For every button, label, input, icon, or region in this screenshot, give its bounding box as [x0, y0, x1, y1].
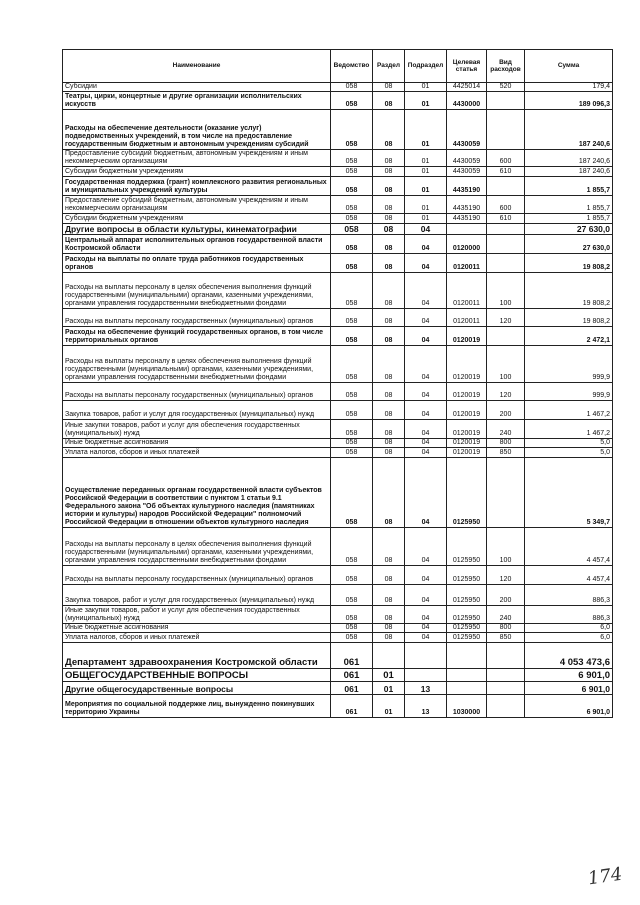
table-row: [63, 92, 613, 110]
cell-sum: 4 457,4: [525, 566, 613, 585]
cell-name: Театры, цирки, концертные и другие организации исполнительских искусств: [63, 92, 331, 110]
cell-target: 0125950: [447, 528, 487, 566]
table-row: [63, 167, 613, 177]
cell-sum: 886,3: [525, 585, 613, 606]
cell-dept: 058: [331, 528, 373, 566]
table-row: [63, 214, 613, 224]
cell-exptype: 120: [487, 383, 525, 401]
cell-dept: 061: [331, 695, 373, 718]
cell-target: 0125950: [447, 585, 487, 606]
cell-sum: 179,4: [525, 83, 613, 92]
table-row: [63, 83, 613, 92]
cell-dept: 058: [331, 83, 373, 92]
cell-exptype: [487, 92, 525, 110]
cell-target: 0120019: [447, 420, 487, 439]
cell-target: 0125950: [447, 624, 487, 633]
cell-target: [447, 643, 487, 669]
cell-exptype: [487, 110, 525, 150]
header-target: Целевая статья: [447, 50, 487, 83]
cell-exptype: 600: [487, 196, 525, 214]
cell-sum: 189 096,3: [525, 92, 613, 110]
cell-name: Предоставление субсидий бюджетным, автономным учреждениям и иным некоммерческим организациям: [63, 196, 331, 214]
cell-exptype: [487, 224, 525, 235]
cell-section: 01: [373, 695, 405, 718]
cell-sum: 19 808,2: [525, 309, 613, 327]
cell-sum: 19 808,2: [525, 254, 613, 273]
cell-name: Мероприятия по социальной поддержке лиц, вынужденно покинувших территорию Украины: [63, 695, 331, 718]
cell-section: [373, 643, 405, 669]
cell-dept: 058: [331, 150, 373, 167]
table-row: [63, 309, 613, 327]
cell-exptype: [487, 235, 525, 254]
table-row: [63, 346, 613, 383]
table-row: [63, 224, 613, 235]
cell-exptype: [487, 177, 525, 196]
cell-dept: 058: [331, 167, 373, 177]
cell-name: Расходы на выплаты персоналу в целях обеспечения выполнения функций государственными (муниципальными) органами, казенными учреждениями, органами управления государственными внебюджетными фондами: [63, 346, 331, 383]
cell-target: 4430059: [447, 167, 487, 177]
cell-target: 0120011: [447, 309, 487, 327]
cell-sum: 999,9: [525, 346, 613, 383]
cell-name: Расходы на обеспечение функций государственных органов, в том числе территориальных органов: [63, 327, 331, 346]
cell-target: 0125950: [447, 633, 487, 643]
cell-subsection: 01: [405, 83, 447, 92]
cell-target: 4435190: [447, 214, 487, 224]
cell-subsection: 01: [405, 92, 447, 110]
cell-exptype: 120: [487, 566, 525, 585]
cell-dept: 058: [331, 254, 373, 273]
cell-sum: 999,9: [525, 383, 613, 401]
cell-sum: 187 240,6: [525, 167, 613, 177]
cell-sum: 2 472,1: [525, 327, 613, 346]
table-header-row: [63, 50, 613, 83]
cell-name: Уплата налогов, сборов и иных платежей: [63, 633, 331, 643]
cell-subsection: 01: [405, 196, 447, 214]
cell-name: Центральный аппарат исполнительных органов государственной власти Костромской области: [63, 235, 331, 254]
cell-exptype: [487, 682, 525, 695]
cell-dept: 058: [331, 420, 373, 439]
cell-subsection: 04: [405, 585, 447, 606]
cell-section: 08: [373, 309, 405, 327]
cell-dept: 058: [331, 110, 373, 150]
cell-section: 08: [373, 346, 405, 383]
cell-section: 08: [373, 566, 405, 585]
cell-name: Субсидии бюджетным учреждениям: [63, 214, 331, 224]
cell-dept: 058: [331, 383, 373, 401]
cell-sum: 5 349,7: [525, 458, 613, 528]
cell-name: Расходы на выплаты персоналу в целях обеспечения выполнения функций государственными (муниципальными) органами, казенными учреждениями, органами управления государственными внебюджетными фондами: [63, 528, 331, 566]
cell-target: 0125950: [447, 566, 487, 585]
cell-target: 4425014: [447, 83, 487, 92]
cell-dept: 058: [331, 585, 373, 606]
cell-subsection: 04: [405, 448, 447, 458]
cell-section: 08: [373, 150, 405, 167]
cell-name: Иные закупки товаров, работ и услуг для обеспечения государственных (муниципальных) нужд: [63, 606, 331, 624]
table-row: [63, 633, 613, 643]
table-row: [63, 606, 613, 624]
table-row: [63, 566, 613, 585]
cell-dept: 058: [331, 401, 373, 420]
cell-subsection: 04: [405, 528, 447, 566]
cell-subsection: 04: [405, 235, 447, 254]
cell-subsection: 01: [405, 150, 447, 167]
cell-sum: 886,3: [525, 606, 613, 624]
cell-sum: 187 240,6: [525, 150, 613, 167]
cell-name: Государственная поддержка (грант) комплексного развития региональных и муниципальных учреждений культуры: [63, 177, 331, 196]
cell-sum: 6 901,0: [525, 669, 613, 682]
cell-dept: 058: [331, 214, 373, 224]
table-row: [63, 624, 613, 633]
cell-section: 08: [373, 401, 405, 420]
cell-section: 08: [373, 458, 405, 528]
cell-target: 0120019: [447, 439, 487, 448]
cell-name: ОБЩЕГОСУДАРСТВЕННЫЕ ВОПРОСЫ: [63, 669, 331, 682]
cell-target: [447, 682, 487, 695]
cell-section: 08: [373, 420, 405, 439]
cell-section: 08: [373, 224, 405, 235]
cell-name: Субсидии бюджетным учреждениям: [63, 167, 331, 177]
cell-target: 4435190: [447, 177, 487, 196]
table-row: [63, 401, 613, 420]
cell-name: Осуществление переданных органам государственной власти субъектов Российской Федерации в соответствии с пунктом 1 статьи 9.1 Федерального закона "Об объектах культурного наследия (памятниках истории и культуры) народов Российской Федерации" полномочий Российской Федерации в отношении объектов культурного наследия: [63, 458, 331, 528]
cell-exptype: 610: [487, 214, 525, 224]
cell-subsection: 04: [405, 566, 447, 585]
cell-section: 01: [373, 669, 405, 682]
cell-target: 0120000: [447, 235, 487, 254]
cell-sum: 6,0: [525, 633, 613, 643]
cell-sum: 5,0: [525, 439, 613, 448]
cell-dept: 058: [331, 458, 373, 528]
cell-subsection: 04: [405, 273, 447, 309]
cell-name: Субсидии: [63, 83, 331, 92]
cell-exptype: [487, 643, 525, 669]
cell-sum: 1 855,7: [525, 196, 613, 214]
cell-subsection: [405, 669, 447, 682]
cell-section: 08: [373, 327, 405, 346]
table-row: [63, 420, 613, 439]
cell-section: 08: [373, 235, 405, 254]
cell-subsection: 04: [405, 439, 447, 448]
cell-name: Иные бюджетные ассигнования: [63, 624, 331, 633]
cell-target: 4430000: [447, 92, 487, 110]
cell-exptype: 520: [487, 83, 525, 92]
cell-exptype: 100: [487, 528, 525, 566]
cell-section: 08: [373, 383, 405, 401]
cell-target: 0120019: [447, 383, 487, 401]
cell-sum: 6 901,0: [525, 695, 613, 718]
cell-dept: 058: [331, 448, 373, 458]
header-name: Наименование: [63, 50, 331, 83]
cell-name: Расходы на выплаты персоналу государственных (муниципальных) органов: [63, 383, 331, 401]
cell-target: 4430059: [447, 150, 487, 167]
cell-section: 08: [373, 633, 405, 643]
cell-sum: 1 855,7: [525, 177, 613, 196]
cell-sum: 4 457,4: [525, 528, 613, 566]
cell-exptype: [487, 669, 525, 682]
cell-sum: 27 630,0: [525, 224, 613, 235]
table-row: [63, 643, 613, 669]
table-row: [63, 254, 613, 273]
cell-subsection: 04: [405, 606, 447, 624]
cell-target: 0120011: [447, 273, 487, 309]
cell-exptype: 800: [487, 439, 525, 448]
table-row: [63, 585, 613, 606]
cell-sum: 1 467,2: [525, 401, 613, 420]
table-row: [63, 528, 613, 566]
cell-target: 0120019: [447, 448, 487, 458]
cell-subsection: 04: [405, 224, 447, 235]
table-row: [63, 458, 613, 528]
cell-name: Расходы на выплаты персоналу государственных (муниципальных) органов: [63, 566, 331, 585]
table-row: [63, 695, 613, 718]
table-row: [63, 448, 613, 458]
cell-name: Закупка товаров, работ и услуг для государственных (муниципальных) нужд: [63, 401, 331, 420]
cell-subsection: 04: [405, 624, 447, 633]
cell-exptype: [487, 327, 525, 346]
table-row: [63, 150, 613, 167]
cell-subsection: 04: [405, 346, 447, 383]
cell-subsection: 04: [405, 633, 447, 643]
cell-target: 0125950: [447, 458, 487, 528]
cell-subsection: 04: [405, 420, 447, 439]
cell-section: 08: [373, 448, 405, 458]
cell-exptype: 120: [487, 309, 525, 327]
cell-name: Департамент здравоохранения Костромской области: [63, 643, 331, 669]
cell-sum: 1 467,2: [525, 420, 613, 439]
cell-exptype: 100: [487, 346, 525, 383]
cell-exptype: [487, 458, 525, 528]
cell-dept: 058: [331, 235, 373, 254]
table-row: [63, 439, 613, 448]
header-dept: Ведомство: [331, 50, 373, 83]
header-subsection: Подраздел: [405, 50, 447, 83]
cell-target: 0120019: [447, 327, 487, 346]
cell-section: 08: [373, 624, 405, 633]
cell-subsection: 13: [405, 695, 447, 718]
cell-sum: 187 240,6: [525, 110, 613, 150]
cell-exptype: 100: [487, 273, 525, 309]
cell-target: 0120019: [447, 346, 487, 383]
cell-target: 0125950: [447, 606, 487, 624]
cell-dept: 058: [331, 327, 373, 346]
budget-table: [62, 49, 613, 718]
cell-name: Расходы на выплаты по оплате труда работников государственных органов: [63, 254, 331, 273]
table-row: [63, 177, 613, 196]
table-row: [63, 235, 613, 254]
cell-section: 08: [373, 167, 405, 177]
cell-dept: 058: [331, 566, 373, 585]
cell-sum: 19 808,2: [525, 273, 613, 309]
page-number: 174: [586, 863, 624, 890]
cell-dept: 058: [331, 273, 373, 309]
cell-subsection: [405, 643, 447, 669]
cell-sum: 4 053 473,6: [525, 643, 613, 669]
cell-subsection: 04: [405, 309, 447, 327]
cell-section: 08: [373, 214, 405, 224]
cell-subsection: 04: [405, 254, 447, 273]
cell-sum: 27 630,0: [525, 235, 613, 254]
cell-sum: 5,0: [525, 448, 613, 458]
cell-name: Иные бюджетные ассигнования: [63, 439, 331, 448]
cell-section: 08: [373, 439, 405, 448]
cell-sum: 1 855,7: [525, 214, 613, 224]
cell-name: Расходы на выплаты персоналу государственных (муниципальных) органов: [63, 309, 331, 327]
cell-name: Другие общегосударственные вопросы: [63, 682, 331, 695]
cell-section: 08: [373, 273, 405, 309]
cell-section: 08: [373, 585, 405, 606]
cell-name: Другие вопросы в области культуры, кинематографии: [63, 224, 331, 235]
cell-target: 0120019: [447, 401, 487, 420]
cell-dept: 061: [331, 643, 373, 669]
cell-target: [447, 669, 487, 682]
table-row: [63, 682, 613, 695]
header-section: Раздел: [373, 50, 405, 83]
cell-section: 08: [373, 254, 405, 273]
cell-dept: 061: [331, 682, 373, 695]
cell-target: 0120011: [447, 254, 487, 273]
table-row: [63, 669, 613, 682]
cell-name: Иные закупки товаров, работ и услуг для обеспечения государственных (муниципальных) нужд: [63, 420, 331, 439]
cell-dept: 058: [331, 196, 373, 214]
cell-subsection: 13: [405, 682, 447, 695]
table-row: [63, 110, 613, 150]
cell-subsection: 01: [405, 167, 447, 177]
cell-exptype: 600: [487, 150, 525, 167]
cell-section: 08: [373, 110, 405, 150]
cell-exptype: 850: [487, 633, 525, 643]
table-row: [63, 383, 613, 401]
cell-dept: 058: [331, 624, 373, 633]
cell-exptype: 850: [487, 448, 525, 458]
cell-exptype: 800: [487, 624, 525, 633]
cell-exptype: 240: [487, 420, 525, 439]
cell-subsection: 01: [405, 214, 447, 224]
cell-dept: 058: [331, 177, 373, 196]
header-exptype: Вид расходов: [487, 50, 525, 83]
cell-exptype: [487, 695, 525, 718]
cell-subsection: 04: [405, 383, 447, 401]
cell-dept: 058: [331, 224, 373, 235]
cell-dept: 058: [331, 606, 373, 624]
cell-exptype: 610: [487, 167, 525, 177]
cell-section: 01: [373, 682, 405, 695]
cell-exptype: 200: [487, 585, 525, 606]
cell-name: Расходы на выплаты персоналу в целях обеспечения выполнения функций государственными (муниципальными) органами, казенными учреждениями, органами управления государственными внебюджетными фондами: [63, 273, 331, 309]
cell-exptype: [487, 254, 525, 273]
cell-target: 1030000: [447, 695, 487, 718]
cell-name: Уплата налогов, сборов и иных платежей: [63, 448, 331, 458]
cell-target: [447, 224, 487, 235]
cell-dept: 058: [331, 309, 373, 327]
cell-section: 08: [373, 177, 405, 196]
cell-subsection: 01: [405, 110, 447, 150]
table-row: [63, 273, 613, 309]
cell-sum: 6 901,0: [525, 682, 613, 695]
cell-dept: 061: [331, 669, 373, 682]
table-row: [63, 327, 613, 346]
cell-exptype: 200: [487, 401, 525, 420]
cell-dept: 058: [331, 439, 373, 448]
header-sum: Сумма: [525, 50, 613, 83]
cell-sum: 6,0: [525, 624, 613, 633]
cell-target: 4430059: [447, 110, 487, 150]
cell-section: 08: [373, 83, 405, 92]
cell-target: 4435190: [447, 196, 487, 214]
cell-name: Предоставление субсидий бюджетным, автономным учреждениям и иным некоммерческим организациям: [63, 150, 331, 167]
cell-subsection: 04: [405, 458, 447, 528]
cell-dept: 058: [331, 633, 373, 643]
cell-subsection: 04: [405, 327, 447, 346]
cell-section: 08: [373, 196, 405, 214]
cell-exptype: 240: [487, 606, 525, 624]
cell-subsection: 04: [405, 401, 447, 420]
table-row: [63, 196, 613, 214]
cell-dept: 058: [331, 92, 373, 110]
cell-subsection: 01: [405, 177, 447, 196]
cell-name: Закупка товаров, работ и услуг для государственных (муниципальных) нужд: [63, 585, 331, 606]
cell-name: Расходы на обеспечение деятельности (оказание услуг) подведомственных учреждений, в том числе на предоставление государственным бюджетным и автономным учреждениям субсидий: [63, 110, 331, 150]
cell-dept: 058: [331, 346, 373, 383]
cell-section: 08: [373, 528, 405, 566]
cell-section: 08: [373, 92, 405, 110]
cell-section: 08: [373, 606, 405, 624]
